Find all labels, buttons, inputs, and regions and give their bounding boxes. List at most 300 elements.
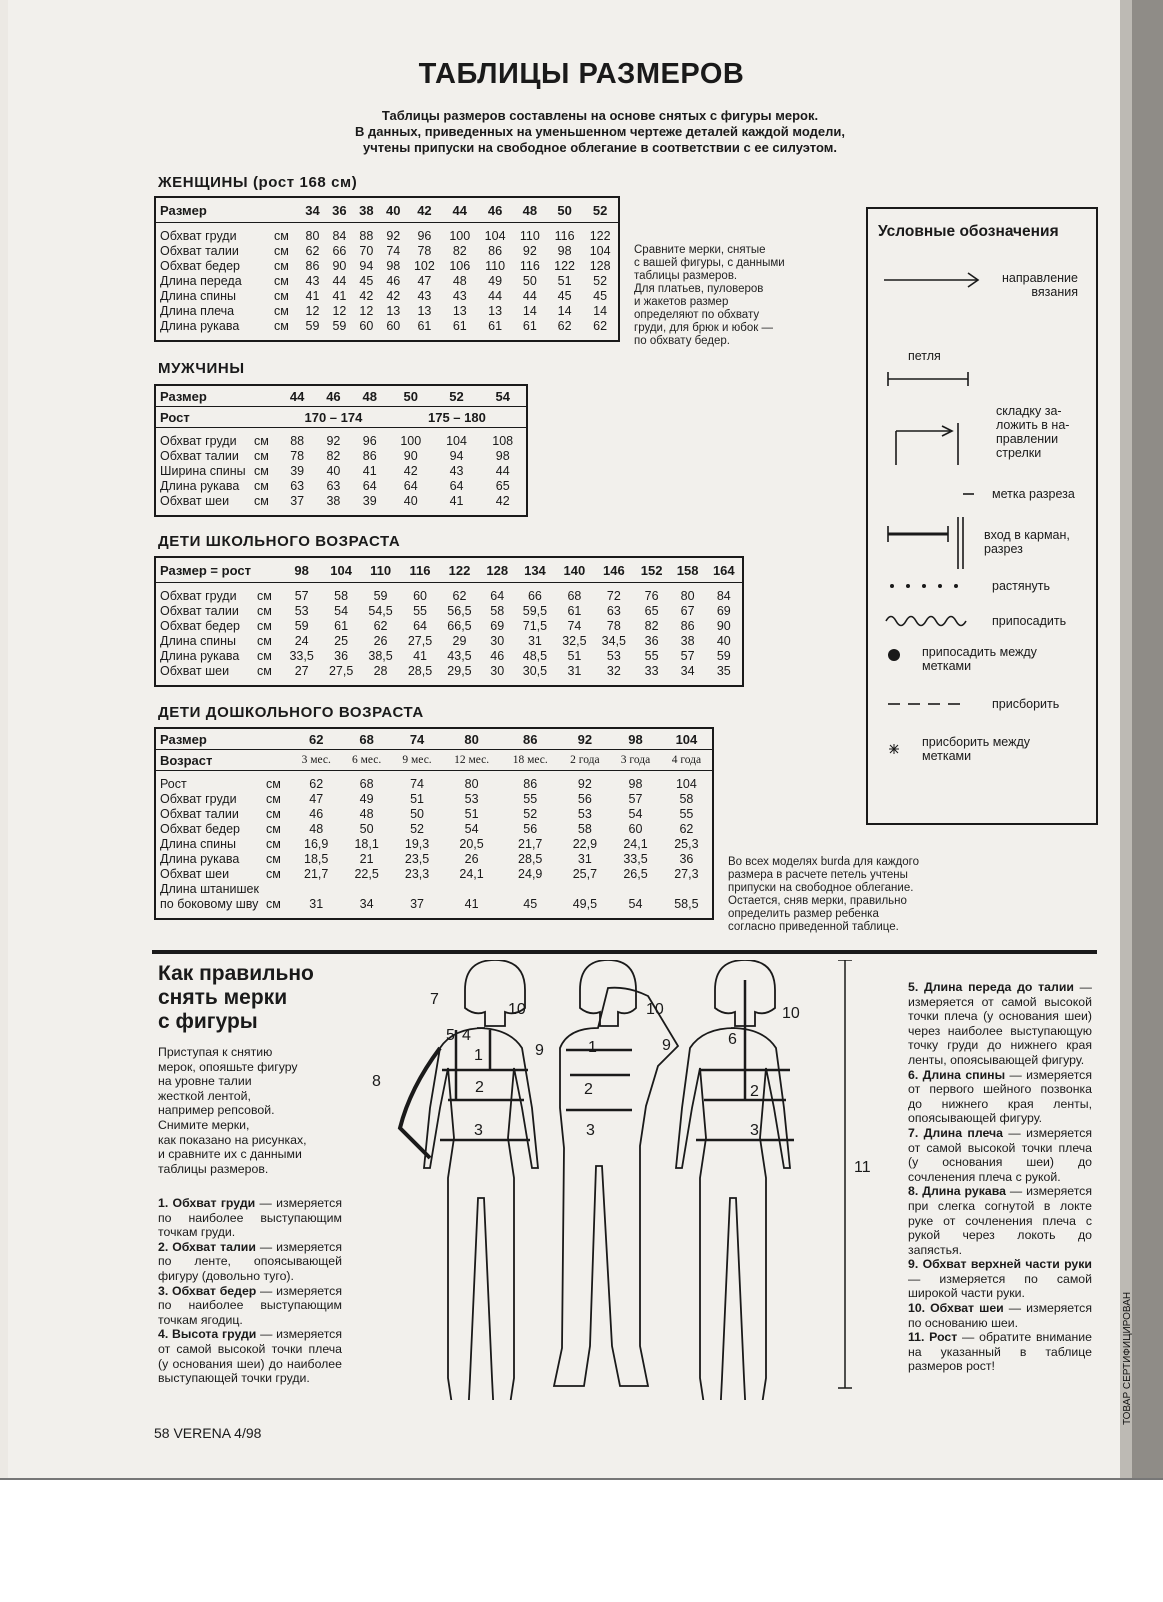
cell-value: 41 bbox=[449, 494, 464, 508]
cell-value: 96 bbox=[417, 229, 432, 243]
cell-value: 60 bbox=[628, 822, 643, 836]
table-row bbox=[155, 664, 743, 679]
cell-value: 37 bbox=[290, 494, 305, 508]
cell-value: 47 bbox=[309, 792, 324, 806]
unit: см bbox=[274, 289, 289, 303]
preschool-heading: ДЕТИ ДОШКОЛЬНОГО ВОЗРАСТА bbox=[158, 704, 424, 721]
cell-value: 36 bbox=[644, 634, 659, 648]
cell-value: 49 bbox=[359, 792, 374, 806]
cell-value: 44 bbox=[332, 274, 347, 288]
cell-value: 24,9 bbox=[518, 867, 543, 881]
row-label: Обхват бедер bbox=[160, 822, 240, 836]
cell-value: 56,5 bbox=[447, 604, 472, 618]
svg-text:2: 2 bbox=[584, 1081, 593, 1098]
cell-value: 23,3 bbox=[404, 867, 430, 881]
cell-value: 88 bbox=[359, 229, 374, 243]
figure-back bbox=[676, 960, 794, 1400]
cell-value: 92 bbox=[386, 229, 401, 243]
cell-value: 64 bbox=[413, 619, 427, 633]
table-row bbox=[155, 449, 527, 464]
cell-value: 71,5 bbox=[522, 619, 548, 633]
cell-value: 80 bbox=[680, 589, 695, 603]
table-row bbox=[155, 319, 619, 334]
cell-value: 30 bbox=[490, 664, 505, 678]
cell-value: 66,5 bbox=[447, 619, 472, 633]
cell-value: 86 bbox=[680, 619, 695, 633]
cell-value: 12 bbox=[359, 304, 374, 318]
figure-front bbox=[400, 960, 538, 1400]
men-size-table bbox=[154, 384, 528, 517]
figure-side bbox=[554, 960, 678, 1386]
cell-value: 44 bbox=[495, 464, 510, 478]
measurement-item: 3. Обхват бедер — измеряется по наиболее выступающим точкам ягодиц. bbox=[158, 1283, 342, 1327]
scan-background bbox=[0, 1478, 1163, 1602]
cell-value: 28 bbox=[373, 664, 388, 678]
cell-value: 70 bbox=[359, 244, 374, 258]
cell-value: 98 bbox=[386, 259, 401, 273]
cell-value: 104 bbox=[446, 434, 467, 448]
cell-value: 13 bbox=[386, 304, 401, 318]
cell-value: 46 bbox=[490, 649, 505, 663]
unit: см bbox=[254, 434, 269, 448]
cell-value: 61 bbox=[417, 319, 432, 333]
cell-value: 102 bbox=[413, 259, 435, 273]
table-header-row: Размер 34 36 38 40 42 44 46 48 50 52 bbox=[155, 197, 619, 223]
cell-value: 31 bbox=[567, 664, 582, 678]
row-label: Длина штанишек bbox=[160, 882, 259, 896]
cell-value: 31 bbox=[577, 852, 592, 866]
unit: см bbox=[266, 897, 281, 911]
cell-value: 55 bbox=[644, 649, 659, 663]
cell-value: 41 bbox=[464, 897, 479, 911]
cell-value: 58 bbox=[679, 792, 694, 806]
cell-value: 69 bbox=[490, 619, 505, 633]
table-row bbox=[155, 604, 743, 619]
cell-value: 42 bbox=[386, 289, 401, 303]
cell-value: 40 bbox=[403, 494, 418, 508]
cell-value: 62 bbox=[593, 319, 608, 333]
row-label: Обхват талии bbox=[160, 604, 239, 618]
cell-value: 41 bbox=[332, 289, 347, 303]
row-label: Длина спины bbox=[160, 289, 236, 303]
cell-value: 56 bbox=[523, 822, 538, 836]
cell-value: 33 bbox=[644, 664, 659, 678]
cell-value: 14 bbox=[593, 304, 608, 318]
svg-text:7: 7 bbox=[430, 991, 439, 1008]
cell-value: 64 bbox=[490, 589, 505, 603]
cell-value: 27,5 bbox=[328, 664, 354, 678]
cell-value: 84 bbox=[716, 589, 731, 603]
cell-value: 66 bbox=[332, 244, 347, 258]
cell-value: 19,3 bbox=[404, 837, 430, 851]
measurement-list-left bbox=[158, 1196, 342, 1386]
row-label: Обхват талии bbox=[160, 244, 239, 258]
cell-value: 24,1 bbox=[623, 837, 648, 851]
cell-value: 46 bbox=[386, 274, 401, 288]
cell-value: 108 bbox=[492, 434, 514, 448]
cell-value: 82 bbox=[326, 449, 341, 463]
cell-value: 60 bbox=[359, 319, 374, 333]
cell-value: 57 bbox=[294, 589, 309, 603]
unit: см bbox=[274, 304, 289, 318]
cell-value: 64 bbox=[449, 479, 464, 493]
cell-value: 50 bbox=[522, 274, 537, 288]
row-label: Обхват бедер bbox=[160, 259, 240, 273]
school-size-table bbox=[154, 556, 744, 687]
svg-text:5: 5 bbox=[446, 1027, 455, 1044]
cell-value: 100 bbox=[400, 434, 422, 448]
measurement-item: 9. Обхват верхней части руки — измеряется по самой широкой части руки. bbox=[908, 1257, 1092, 1301]
cell-value: 13 bbox=[417, 304, 432, 318]
cell-value: 38 bbox=[326, 494, 341, 508]
cell-value: 58,5 bbox=[674, 897, 699, 911]
table-row bbox=[155, 229, 619, 244]
cell-value: 31 bbox=[309, 897, 324, 911]
preschool-size-table bbox=[154, 727, 714, 920]
cell-value: 53 bbox=[464, 792, 479, 806]
cell-value: 60 bbox=[386, 319, 401, 333]
cell-value: 14 bbox=[522, 304, 537, 318]
cell-value: 74 bbox=[567, 619, 582, 633]
measurement-item: 8. Длина рукава — измеряется при слегка согнутой в локте руке от сочленения плеча с рукой через локоть до запястья. bbox=[908, 1184, 1092, 1257]
cell-value: 61 bbox=[488, 319, 503, 333]
cell-value: 39 bbox=[290, 464, 305, 478]
row-label: Длина переда bbox=[160, 274, 242, 288]
row-label: Длина спины bbox=[160, 837, 236, 851]
svg-text:1: 1 bbox=[474, 1047, 483, 1064]
cell-value: 92 bbox=[577, 777, 592, 791]
cell-value: 25,3 bbox=[674, 837, 699, 851]
unit: см bbox=[256, 589, 272, 603]
cell-value: 21 bbox=[359, 852, 374, 866]
measurement-item: 2. Обхват талии — измеряется по ленте, опоясывающей фигуру (довольно туго). bbox=[158, 1239, 342, 1283]
row-label: Обхват груди bbox=[160, 229, 237, 243]
cell-value: 41 bbox=[305, 289, 320, 303]
row-label: Обхват груди bbox=[160, 589, 237, 603]
cell-value: 25,7 bbox=[572, 867, 598, 881]
cell-value: 29 bbox=[452, 634, 467, 648]
howto-intro: Приступая к снятию мерок, опояшьте фигуру на уровне талии жесткой лентой, например репсовой. Снимите мерки, как показано на рисунках, и сравните их с данными таблицы размеров. bbox=[158, 1045, 307, 1176]
cell-value: 58 bbox=[334, 589, 349, 603]
table-header-row: Размер 62 68 74 80 86 92 98 104 bbox=[155, 728, 713, 750]
cell-value: 74 bbox=[386, 244, 401, 258]
measurement-figures bbox=[370, 960, 900, 1400]
unit: см bbox=[254, 449, 269, 463]
cell-value: 100 bbox=[449, 229, 471, 243]
cell-value: 13 bbox=[488, 304, 503, 318]
cell-value: 94 bbox=[359, 259, 374, 273]
row-label: Обхват груди bbox=[160, 792, 237, 806]
unit: см bbox=[266, 807, 281, 821]
cell-value: 80 bbox=[305, 229, 320, 243]
table-row bbox=[155, 777, 713, 792]
cell-value: 44 bbox=[488, 289, 503, 303]
table-header-row: Размер 44 46 48 50 52 54 bbox=[155, 385, 527, 407]
cell-value: 27 bbox=[294, 664, 309, 678]
svg-text:2: 2 bbox=[475, 1079, 484, 1096]
cell-value: 76 bbox=[644, 589, 659, 603]
table-row bbox=[155, 837, 713, 852]
unit: см bbox=[256, 649, 272, 663]
cell-value: 61 bbox=[452, 319, 467, 333]
row-label: Обхват груди bbox=[160, 434, 237, 448]
cell-value: 43 bbox=[417, 289, 432, 303]
cell-value: 16,9 bbox=[304, 837, 329, 851]
cell-value: 78 bbox=[417, 244, 432, 258]
cell-value: 106 bbox=[449, 259, 471, 273]
cell-value: 94 bbox=[449, 449, 464, 463]
cell-value: 35 bbox=[716, 664, 731, 678]
cell-value: 29,5 bbox=[447, 664, 472, 678]
cell-value: 78 bbox=[606, 619, 621, 633]
cell-value: 30 bbox=[490, 634, 505, 648]
cell-value: 54 bbox=[628, 807, 643, 821]
cell-value: 26,5 bbox=[623, 867, 648, 881]
svg-text:11: 11 bbox=[854, 1159, 871, 1176]
cell-value: 43 bbox=[449, 464, 464, 478]
cell-value: 59 bbox=[305, 319, 320, 333]
svg-text:6: 6 bbox=[728, 1031, 737, 1048]
cell-value: 62 bbox=[679, 822, 694, 836]
side-certified-text: ТОВАР СЕРТИФИЦИРОВАН bbox=[1122, 1291, 1133, 1425]
cell-value: 104 bbox=[589, 244, 611, 258]
cell-value: 32 bbox=[606, 664, 621, 678]
cell-value: 62 bbox=[305, 244, 320, 258]
legend-box: Условные обозначения направление вязания петля складку за- ложить в на- правлении стрелки метка разреза вход в карман, разрез растянуть припосадить припосадить между метками присборить присборить между метками bbox=[866, 207, 1098, 825]
table-row bbox=[155, 244, 619, 259]
row-label: Обхват шеи bbox=[160, 664, 230, 678]
cell-value: 24,1 bbox=[459, 867, 484, 881]
cell-value: 42 bbox=[403, 464, 418, 478]
unit: см bbox=[254, 464, 269, 478]
measurement-item: 10. Обхват шеи — измеряется по основанию шеи. bbox=[908, 1301, 1092, 1330]
cell-value: 58 bbox=[490, 604, 505, 618]
cell-value: 61 bbox=[567, 604, 582, 618]
cell-value: 59 bbox=[332, 319, 347, 333]
cell-value: 62 bbox=[557, 319, 572, 333]
unit: см bbox=[254, 479, 269, 493]
cell-value: 34,5 bbox=[601, 634, 627, 648]
cell-value: 98 bbox=[628, 777, 643, 791]
cell-value: 32,5 bbox=[562, 634, 587, 648]
unit: см bbox=[274, 274, 289, 288]
cell-value: 63 bbox=[606, 604, 621, 618]
row-label: Длина плеча bbox=[160, 304, 235, 318]
cell-value: 54 bbox=[334, 604, 349, 618]
cell-value: 21,7 bbox=[518, 837, 543, 851]
cell-value: 86 bbox=[523, 777, 538, 791]
cell-value: 61 bbox=[522, 319, 537, 333]
table-row bbox=[155, 867, 713, 882]
cell-value: 43 bbox=[305, 274, 320, 288]
table-row bbox=[155, 464, 527, 479]
cell-value: 28,5 bbox=[407, 664, 433, 678]
cell-value: 45 bbox=[593, 289, 608, 303]
svg-text:3: 3 bbox=[750, 1122, 759, 1139]
svg-text:9: 9 bbox=[535, 1042, 544, 1059]
cell-value: 25 bbox=[334, 634, 349, 648]
table-row bbox=[155, 807, 713, 822]
cell-value: 72 bbox=[606, 589, 621, 603]
cell-value: 53 bbox=[294, 604, 309, 618]
cell-value: 41 bbox=[413, 649, 427, 663]
table-header-row: Размер = рост 98 104 110 116 122 128 134 140 146 152 158 164 bbox=[155, 557, 743, 583]
cell-value: 82 bbox=[452, 244, 467, 258]
cell-value: 53 bbox=[606, 649, 621, 663]
table-row bbox=[155, 852, 713, 867]
row-label: Ширина спины bbox=[160, 464, 246, 478]
cell-value: 104 bbox=[484, 229, 506, 243]
svg-text:10: 10 bbox=[782, 1005, 800, 1022]
cell-value: 67 bbox=[680, 604, 695, 618]
cell-value: 46 bbox=[309, 807, 324, 821]
cell-value: 82 bbox=[644, 619, 659, 633]
unit: см bbox=[266, 837, 281, 851]
cell-value: 116 bbox=[519, 259, 540, 273]
svg-text:2: 2 bbox=[750, 1083, 759, 1100]
table-row bbox=[155, 897, 713, 912]
cell-value: 90 bbox=[716, 619, 731, 633]
cell-value: 38,5 bbox=[368, 649, 393, 663]
measurement-list-right bbox=[908, 980, 1092, 1374]
measurement-item: 7. Длина плеча — измеряется от самой высокой точки плеча (у основания шеи) до сочленения плеча с рукой. bbox=[908, 1125, 1092, 1184]
row-label: Длина рукава bbox=[160, 649, 240, 663]
table-row bbox=[155, 822, 713, 837]
svg-text:9: 9 bbox=[662, 1037, 671, 1054]
cell-value: 37 bbox=[410, 897, 424, 911]
table-row bbox=[155, 619, 743, 634]
cell-value: 62 bbox=[452, 589, 467, 603]
cell-value: 22,5 bbox=[354, 867, 379, 881]
page-edge-shadow bbox=[1132, 0, 1163, 1478]
svg-text:4: 4 bbox=[462, 1027, 471, 1044]
unit: см bbox=[274, 319, 289, 333]
cell-value: 51 bbox=[410, 792, 424, 806]
cell-value: 14 bbox=[557, 304, 572, 318]
cell-value: 42 bbox=[359, 289, 374, 303]
cell-value: 33,5 bbox=[289, 649, 314, 663]
table-row bbox=[155, 792, 713, 807]
cell-value: 59,5 bbox=[522, 604, 548, 618]
howto-title: Как правильно снять мерки с фигуры bbox=[158, 962, 314, 1033]
cell-value: 27,5 bbox=[407, 634, 433, 648]
table-row bbox=[155, 589, 743, 604]
table-row bbox=[155, 304, 619, 319]
cell-value: 84 bbox=[332, 229, 347, 243]
unit: см bbox=[266, 822, 281, 836]
cell-value: 26 bbox=[373, 634, 388, 648]
legend-symbols bbox=[868, 209, 1096, 823]
height-scale bbox=[838, 960, 852, 1388]
cell-value: 64 bbox=[362, 479, 377, 493]
cell-value: 59 bbox=[716, 649, 731, 663]
cell-value: 47 bbox=[417, 274, 432, 288]
intro-text: Таблицы размеров составлены на основе снятых с фигуры мерок. В данных, приведенных на уменьшенном чертеже деталей каждой модели, учтены припуски на свободное облегание в соответствии с ее силуэтом. bbox=[355, 108, 845, 155]
cell-value: 50 bbox=[359, 822, 374, 836]
cell-value: 92 bbox=[326, 434, 341, 448]
row-label: Обхват шеи bbox=[160, 494, 230, 508]
men-heading: МУЖЧИНЫ bbox=[158, 360, 245, 377]
cell-value: 49 bbox=[488, 274, 503, 288]
cell-value: 39 bbox=[362, 494, 377, 508]
cell-value: 21,7 bbox=[304, 867, 329, 881]
cell-value: 51 bbox=[557, 274, 572, 288]
cell-value: 53 bbox=[577, 807, 592, 821]
cell-value: 42 bbox=[495, 494, 510, 508]
cell-value: 28,5 bbox=[518, 852, 543, 866]
cell-value: 34 bbox=[680, 664, 695, 678]
preschool-note: Во всех моделях burda для каждого размера в расчете петель учтены припуски на свободное облегание. Остается, сняв мерки, правильно определить размер ребенка согласно приведенной таблице. bbox=[728, 856, 920, 933]
unit: см bbox=[274, 244, 289, 258]
cell-value: 55 bbox=[523, 792, 538, 806]
table-row bbox=[155, 494, 527, 509]
cell-value: 57 bbox=[628, 792, 643, 806]
cell-value: 80 bbox=[464, 777, 479, 791]
page-footer: 58 VERENA 4/98 bbox=[154, 1425, 262, 1441]
cell-value: 59 bbox=[294, 619, 309, 633]
section-divider bbox=[152, 950, 1097, 954]
cell-value: 65 bbox=[644, 604, 659, 618]
cell-value: 48 bbox=[309, 822, 324, 836]
cell-value: 96 bbox=[362, 434, 377, 448]
cell-value: 52 bbox=[593, 274, 608, 288]
row-label: Обхват бедер bbox=[160, 619, 240, 633]
table-row bbox=[155, 882, 713, 897]
row-label: Рост bbox=[160, 777, 187, 791]
cell-value: 52 bbox=[523, 807, 538, 821]
unit: см bbox=[256, 619, 272, 633]
cell-value: 48,5 bbox=[522, 649, 548, 663]
table-row bbox=[155, 289, 619, 304]
row-label: Длина рукава bbox=[160, 479, 240, 493]
measurement-item: 11. Рост — обратите внимание на указанный в таблице размеров рост! bbox=[908, 1330, 1092, 1374]
cell-value: 69 bbox=[716, 604, 731, 618]
row-label: Длина рукава bbox=[160, 852, 240, 866]
cell-value: 104 bbox=[675, 777, 697, 791]
cell-value: 68 bbox=[567, 589, 582, 603]
unit: см bbox=[256, 664, 272, 678]
cell-value: 51 bbox=[567, 649, 582, 663]
cell-value: 65 bbox=[495, 479, 510, 493]
legend-title: Условные обозначения bbox=[878, 223, 1059, 240]
cell-value: 60 bbox=[413, 589, 427, 603]
table-row bbox=[155, 634, 743, 649]
cell-value: 74 bbox=[410, 777, 424, 791]
cell-value: 86 bbox=[362, 449, 377, 463]
cell-value: 41 bbox=[362, 464, 377, 478]
unit: см bbox=[266, 777, 281, 791]
cell-value: 40 bbox=[716, 634, 731, 648]
svg-text:8: 8 bbox=[372, 1073, 381, 1090]
cell-value: 56 bbox=[577, 792, 592, 806]
cell-value: 23,5 bbox=[404, 852, 430, 866]
cell-value: 58 bbox=[577, 822, 592, 836]
age-row: Возраст 3 мес. 6 мес. 9 мес. 12 мес. 18 мес. 2 года 3 года 4 года bbox=[155, 750, 713, 771]
cell-value: 34 bbox=[359, 897, 374, 911]
cell-value: 122 bbox=[589, 229, 611, 243]
cell-value: 98 bbox=[495, 449, 510, 463]
cell-value: 48 bbox=[359, 807, 374, 821]
cell-value: 116 bbox=[554, 229, 575, 243]
measurement-item: 1. Обхват груди — измеряется по наиболее выступающим точкам груди. bbox=[158, 1196, 342, 1240]
school-heading: ДЕТИ ШКОЛЬНОГО ВОЗРАСТА bbox=[158, 533, 401, 550]
cell-value: 63 bbox=[290, 479, 305, 493]
cell-value: 13 bbox=[452, 304, 467, 318]
unit: см bbox=[254, 494, 269, 508]
cell-value: 40 bbox=[326, 464, 341, 478]
cell-value: 88 bbox=[290, 434, 305, 448]
cell-value: 86 bbox=[488, 244, 503, 258]
